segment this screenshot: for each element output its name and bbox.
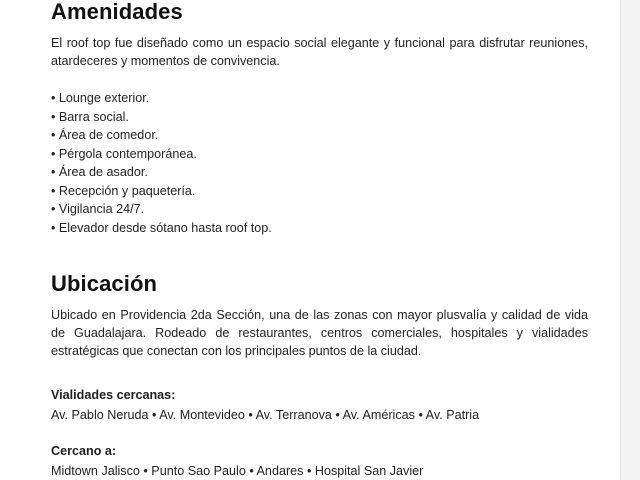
ubicacion-heading: Ubicación <box>51 271 158 296</box>
list-item: • Pérgola contemporánea. <box>51 146 197 161</box>
cercano-block <box>51 442 423 480</box>
list-item: • Recepción y paquetería. <box>51 183 196 198</box>
vialidades-list: Av. Pablo Neruda • Av. Montevideo • Av. Terranova • Av. Américas • Av. Patria <box>51 408 480 422</box>
scrollbar[interactable] <box>620 0 640 480</box>
list-item: • Barra social. <box>51 109 129 124</box>
vialidades-label: Vialidades cercanas: <box>51 388 176 402</box>
amenidades-intro: El roof top fue diseñado como un espacio social elegante y funcional para disfrutar reuniones, atardeceres y momentos de convivencia. <box>51 36 588 68</box>
list-item: • Área de asador. <box>51 165 148 179</box>
amenidades-list <box>51 89 272 237</box>
list-item: • Elevador desde sótano hasta roof top. <box>51 220 272 235</box>
list-item: • Vigilancia 24/7. <box>51 202 145 216</box>
list-item: • Lounge exterior. <box>51 91 150 105</box>
ubicacion-intro: Ubicado en Providencia 2da Sección, una de las zonas con mayor plusvalía y calidad de vida de Guadalajara. Rodeado de restaurantes, centros comerciales, hospitales y vialidades estratégicas que conectan con los principales puntos de la ciudad. <box>51 308 588 358</box>
amenidades-heading: Amenidades <box>51 0 183 24</box>
cercano-list: Midtown Jalisco • Punto Sao Paulo • Andares • Hospital San Javier <box>51 464 424 478</box>
vialidades-block <box>51 386 479 424</box>
cercano-label: Cercano a: <box>51 444 117 458</box>
list-item: • Área de comedor. <box>51 128 159 142</box>
